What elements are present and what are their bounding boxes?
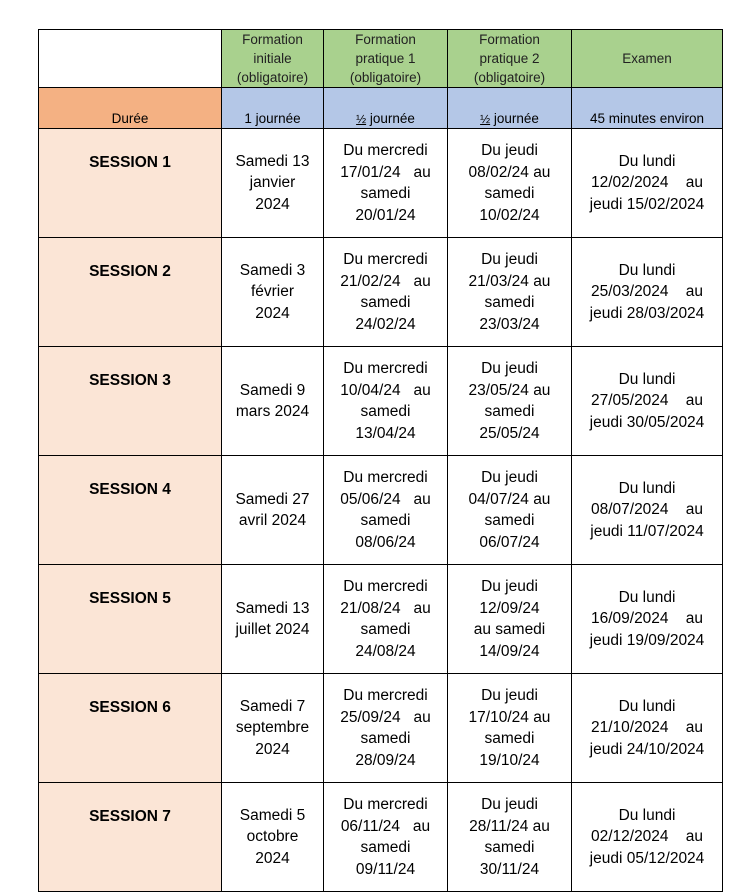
duration-examen: 45 minutes environ xyxy=(572,88,723,129)
cell-line: Du jeudi xyxy=(481,469,538,486)
cell-line: 17/01/24 au xyxy=(340,163,431,181)
session-name: SESSION 5 xyxy=(39,565,222,674)
cell-line: 06/11/24 au xyxy=(340,817,431,835)
header-formation-initiale: Formation initiale (obligatoire) xyxy=(222,30,324,88)
cell-line: samedi xyxy=(360,185,411,202)
cell-line: jeudi 19/09/2024 xyxy=(589,631,705,649)
cell-line: jeudi 30/05/2024 xyxy=(589,413,705,431)
cell-line: 08/07/2024 au xyxy=(590,501,704,519)
session-formation-initiale xyxy=(222,456,324,565)
cell-line: Du mercredi xyxy=(343,360,428,377)
cell-line: 10/04/24 au xyxy=(340,381,431,399)
session-formation-initiale xyxy=(222,783,324,892)
cell-line: octobre xyxy=(246,828,299,846)
cell-line: samedi xyxy=(360,730,411,747)
cell-line: 08/06/24 xyxy=(355,533,416,551)
cell-line: 23/03/24 xyxy=(479,315,540,333)
session-formation-pratique-1 xyxy=(324,674,448,783)
cell-line: 02/12/2024 au xyxy=(590,828,704,846)
header-formation-pratique-1: Formation pratique 1 (obligatoire) xyxy=(324,30,448,88)
cell-line: samedi xyxy=(484,294,535,311)
cell-line: samedi xyxy=(484,403,535,420)
cell-line: 20/01/24 xyxy=(355,206,416,224)
cell-line: samedi xyxy=(360,839,411,856)
session-row xyxy=(39,674,723,783)
session-row xyxy=(39,129,723,238)
session-formation-initiale xyxy=(222,238,324,347)
cell-line: Samedi 27 xyxy=(235,490,310,508)
cell-line: samedi xyxy=(360,621,411,638)
cell-line: 2024 xyxy=(255,849,290,867)
cell-line: Du mercredi xyxy=(343,687,428,704)
cell-line: 21/03/24 au xyxy=(468,272,551,290)
cell-line: 12/02/2024 au xyxy=(590,174,704,192)
cell-line: 24/08/24 xyxy=(355,642,416,660)
duration-label: Durée xyxy=(39,88,222,129)
cell-line: Du mercredi xyxy=(343,142,428,159)
cell-line: 21/08/24 au xyxy=(340,599,431,617)
cell-line: samedi xyxy=(360,512,411,529)
cell-line: 2024 xyxy=(255,195,290,213)
cell-line: Samedi 5 xyxy=(239,806,306,824)
cell-line: jeudi 15/02/2024 xyxy=(589,195,705,213)
cell-line: Samedi 7 xyxy=(239,697,306,715)
cell-line: Du jeudi xyxy=(481,687,538,704)
cell-line: 06/07/24 xyxy=(479,533,540,551)
cell-line: 28/09/24 xyxy=(355,751,416,769)
session-name: SESSION 3 xyxy=(39,347,222,456)
cell-line: 04/07/24 au xyxy=(468,490,551,508)
cell-line: Du mercredi xyxy=(343,796,428,813)
cell-line: Du lundi xyxy=(618,697,676,715)
session-name: SESSION 1 xyxy=(39,129,222,238)
cell-line: Du jeudi xyxy=(481,251,538,268)
session-formation-pratique-1 xyxy=(324,456,448,565)
cell-line: Du mercredi xyxy=(343,578,428,595)
session-formation-pratique-2 xyxy=(448,129,572,238)
session-examen xyxy=(572,456,723,565)
cell-line: 28/11/24 au xyxy=(469,817,550,835)
header-formation-pratique-2: Formation pratique 2 (obligatoire) xyxy=(448,30,572,88)
duration-initiale: 1 journée xyxy=(222,88,324,129)
session-examen xyxy=(572,238,723,347)
session-formation-initiale xyxy=(222,674,324,783)
cell-line: Du jeudi xyxy=(481,796,538,813)
cell-line: jeudi 28/03/2024 xyxy=(589,304,705,322)
cell-line: Du mercredi xyxy=(343,251,428,268)
cell-line: jeudi 24/10/2024 xyxy=(589,740,705,758)
cell-line: Samedi 13 xyxy=(235,599,310,617)
cell-line: 21/10/2024 au xyxy=(590,719,704,737)
session-formation-pratique-1 xyxy=(324,238,448,347)
cell-line: samedi xyxy=(484,512,535,529)
cell-line: 27/05/2024 au xyxy=(590,392,704,410)
session-row xyxy=(39,456,723,565)
session-formation-initiale xyxy=(222,565,324,674)
cell-line: 08/02/24 au xyxy=(468,163,551,181)
cell-line: Samedi 3 xyxy=(239,261,306,279)
session-row xyxy=(39,565,723,674)
duration-pratique-2: ½ journée xyxy=(448,88,572,129)
cell-line: Du lundi xyxy=(618,261,676,279)
session-row xyxy=(39,783,723,892)
session-formation-pratique-1 xyxy=(324,129,448,238)
session-examen xyxy=(572,129,723,238)
session-examen xyxy=(572,674,723,783)
duration-pratique-1: ½ journée xyxy=(324,88,448,129)
cell-line: Du jeudi xyxy=(481,578,538,595)
cell-line: 25/03/2024 au xyxy=(590,283,704,301)
cell-line: avril 2024 xyxy=(238,512,307,529)
schedule-table xyxy=(38,29,723,892)
cell-line: samedi xyxy=(484,730,535,747)
header-examen: Examen xyxy=(572,30,723,88)
cell-line: 09/11/24 xyxy=(355,860,416,878)
cell-line: samedi xyxy=(360,294,411,311)
cell-line: samedi xyxy=(484,185,535,202)
session-name: SESSION 2 xyxy=(39,238,222,347)
cell-line: samedi xyxy=(360,403,411,420)
sessions-body xyxy=(39,129,723,892)
cell-line: Du lundi xyxy=(618,370,676,388)
cell-line: 05/06/24 au xyxy=(340,490,431,508)
cell-line: février xyxy=(250,283,295,301)
cell-line: Du jeudi xyxy=(481,142,538,159)
cell-line: 25/05/24 xyxy=(479,424,540,442)
session-formation-pratique-1 xyxy=(324,783,448,892)
cell-line: Du lundi xyxy=(618,479,676,497)
session-formation-pratique-2 xyxy=(448,565,572,674)
header-row xyxy=(39,30,723,88)
session-name: SESSION 4 xyxy=(39,456,222,565)
cell-line: 14/09/24 xyxy=(479,642,540,660)
cell-line: 10/02/24 xyxy=(479,206,540,224)
cell-line: Du lundi xyxy=(618,806,676,824)
cell-line: 12/09/24 xyxy=(479,599,540,617)
session-formation-pratique-2 xyxy=(448,238,572,347)
session-formation-pratique-1 xyxy=(324,347,448,456)
session-formation-pratique-2 xyxy=(448,783,572,892)
session-examen xyxy=(572,565,723,674)
cell-line: jeudi 11/07/2024 xyxy=(590,522,704,540)
cell-line: 2024 xyxy=(255,304,290,322)
cell-line: jeudi 05/12/2024 xyxy=(589,849,705,867)
cell-line: Du lundi xyxy=(618,152,676,170)
cell-line: 16/09/2024 au xyxy=(590,610,704,628)
cell-line: 19/10/24 xyxy=(479,751,540,769)
cell-line: janvier xyxy=(249,174,296,192)
cell-line: Samedi 9 xyxy=(239,381,306,399)
cell-line: 21/02/24 au xyxy=(340,272,431,290)
session-examen xyxy=(572,347,723,456)
cell-line: Samedi 13 xyxy=(235,152,310,170)
session-formation-pratique-2 xyxy=(448,347,572,456)
cell-line: au samedi xyxy=(473,621,546,638)
session-row xyxy=(39,347,723,456)
session-row xyxy=(39,238,723,347)
session-formation-pratique-2 xyxy=(448,456,572,565)
session-examen xyxy=(572,783,723,892)
cell-line: Du mercredi xyxy=(343,469,428,486)
session-name: SESSION 7 xyxy=(39,783,222,892)
cell-line: Du jeudi xyxy=(481,360,538,377)
cell-line: 25/09/24 au xyxy=(340,708,431,726)
cell-line: septembre xyxy=(235,719,310,737)
cell-line: 24/02/24 xyxy=(355,315,416,333)
cell-line: 17/10/24 au xyxy=(468,708,551,726)
session-formation-pratique-1 xyxy=(324,565,448,674)
session-formation-initiale xyxy=(222,347,324,456)
cell-line: Du lundi xyxy=(618,588,676,606)
session-formation-pratique-2 xyxy=(448,674,572,783)
session-name: SESSION 6 xyxy=(39,674,222,783)
cell-line: 13/04/24 xyxy=(355,424,416,442)
cell-line: 23/05/24 au xyxy=(468,381,551,399)
cell-line: juillet 2024 xyxy=(235,621,310,638)
corner-cell xyxy=(39,30,222,88)
cell-line: mars 2024 xyxy=(235,403,310,420)
cell-line: 30/11/24 xyxy=(479,860,540,878)
session-formation-initiale xyxy=(222,129,324,238)
duration-row xyxy=(39,88,723,129)
cell-line: samedi xyxy=(484,839,535,856)
cell-line: 2024 xyxy=(255,740,290,758)
